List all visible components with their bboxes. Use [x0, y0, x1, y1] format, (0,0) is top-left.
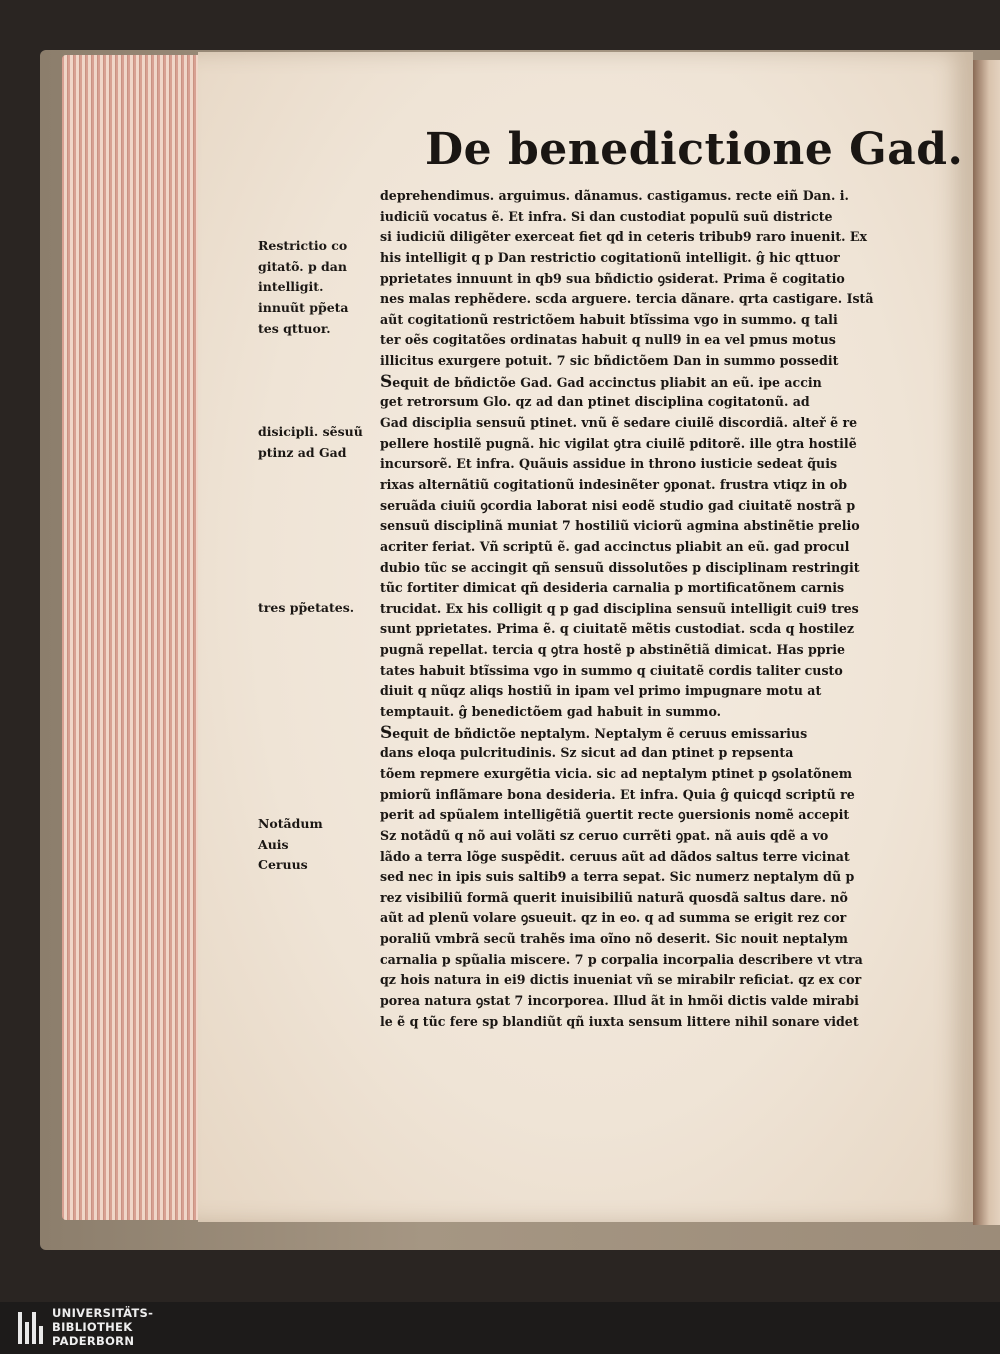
text-line: ter oẽs cogitatões ordinatas habuit q null9 in ea vel pmus motus: [380, 332, 836, 348]
margin-note-line: intelligit.: [258, 279, 324, 295]
text-line: Sequit de bñdictõe neptalym. Neptalym ẽ ceruus emissarius: [380, 722, 808, 743]
text-line: pugnã repellat. tercia q ꝯtra hostẽ p abstinẽtiã dimicat. Has pprie: [380, 642, 846, 658]
text-line: si iudiciũ diligẽter exerceat fiet qd in ceteris tribub9 raro inuenit. Ex: [380, 229, 868, 245]
text-line: dans eloqa pulcritudinis. Sz sicut ad dan ptinet p repsenta: [380, 745, 794, 761]
text-line: pellere hostilẽ pugnã. hic vigilat ꝯtra ciuilẽ pditorẽ. ille ꝯtra hostilẽ: [380, 435, 857, 451]
text-line: aũt cogitationũ restrictõem habuit btĩssima vgo in summo. q tali: [380, 311, 838, 327]
text-line: pprietates innuunt in qb9 sua bñdictio ꝯsiderat. Prima ẽ cogitatio: [380, 270, 845, 286]
text-line: pmiorũ inflãmare bona desideria. Et infra. Quia ĝ quicqd scriptũ re: [380, 786, 855, 802]
text-line: seruãda ciuiũ ꝯcordia laborat nisi eodẽ studio gad ciuitatẽ nostrã p: [380, 497, 856, 513]
text-line: sed nec in ipis suis saltib9 a terra sepat. Sic numerz neptalym dũ p: [380, 869, 855, 885]
text-line: sensuũ disciplinã muniat 7 hostiliũ viciorũ agmina abstinẽtie prelio: [380, 518, 860, 534]
margin-note-line: Auis: [258, 836, 289, 852]
margin-note-notandum: [258, 814, 323, 876]
logo-line: UNIVERSITÄTS-: [52, 1306, 154, 1320]
text-line: perit ad spũalem intelligẽtiã ꝯuertit recte ꝯuersionis nomẽ accepit: [380, 807, 850, 823]
text-line: aũt ad plenũ volare ꝯsueuit. qz in eo. q ad summa se erigit rez cor: [380, 910, 847, 926]
footer-bar: [0, 1302, 1000, 1354]
text-line: Sequit de bñdictõe Gad. Gad accinctus pliabit an eũ. ipe accin: [380, 371, 822, 392]
text-line: tũc fortiter dimicat qñ desideria carnalia p mortificatõnem carnis: [380, 580, 845, 596]
text-line: lãdo a terra lõge suspẽdit. ceruus aũt ad dãdos saltus terre vicinat: [380, 848, 850, 864]
text-line: illicitus exurgere potuit. 7 sic bñdictõem Dan in summo possedit: [380, 353, 839, 369]
margin-note-line: tres pp̃etates.: [258, 600, 355, 615]
margin-note-line: Notãdum: [258, 816, 323, 831]
text-line: acriter feriat. Vñ scriptũ ẽ. gad accinctus pliabit an eũ. gad procul: [380, 538, 850, 554]
text-line: qz hois natura in ei9 dictis inueniat vñ se mirabilr reficiat. qz ex cor: [380, 972, 862, 988]
margin-note-line: gitatõ. p dan: [258, 258, 347, 274]
page-edges: [62, 55, 212, 1220]
text-line: carnalia p spũalia miscere. 7 p corpalia incorpalia describere vt vtra: [380, 951, 863, 967]
text-line: Sz notãdũ q nõ aui volãti sz ceruo currẽti ꝯpat. nã auis qdẽ a vo: [380, 827, 829, 843]
margin-note-disciplina: [258, 422, 363, 463]
text-line: temptauit. ĝ benedictõem gad habuit in summo.: [380, 704, 722, 720]
text-line: deprehendimus. arguimus. dãnamus. castigamus. recte eiñ Dan. i.: [380, 188, 849, 203]
library-logo-text: [52, 1306, 153, 1348]
text-line: diuit q nũqz aliqs hostiũ in ipam vel primo impugnare motu at: [380, 683, 822, 699]
text-line: rez visibiliũ formã querit inuisibiliũ naturã quosdã saltus dare. nõ: [380, 889, 848, 905]
text-line: porea natura ꝯstat 7 incorporea. Illud ãt in hmõi dictis valde mirabi: [380, 992, 859, 1008]
margin-note-line: innuũt pp̃eta: [258, 299, 349, 315]
text-line: le ẽ q tũc fere sp blandiũt qñ iuxta sensum littere nihil sonare videt: [380, 1013, 859, 1029]
text-line: rixas alternãtiũ cogitationũ indesinẽter ꝯponat. frustra vtiqz in ob: [380, 476, 848, 492]
margin-note-proprietates: [258, 598, 354, 619]
page-heading: De benedictione Gad.: [425, 124, 964, 175]
margin-note-line: tes qttuor.: [258, 320, 331, 336]
margin-note-line: ptinz ad Gad: [258, 444, 347, 460]
margin-note-line: Restrictio co: [258, 238, 348, 253]
logo-line: BIBLIOTHEK: [52, 1320, 133, 1334]
text-line: dubio tũc se accingit qñ sensuũ dissolutões p disciplinam restringit: [380, 559, 860, 575]
text-line: poraliũ vmbrã secũ trahẽs ima oĩno nõ deserit. Sic nouit neptalym: [380, 931, 848, 947]
text-line: tates habuit btĩssima vgo in summo q ciuitatẽ cordis taliter custo: [380, 662, 843, 678]
text-line: his intelligit q p Dan restrictio cogitationũ intelligit. ĝ hic qttuor: [380, 249, 840, 265]
library-logo-icon: [18, 1312, 48, 1344]
text-line: sunt pprietates. Prima ẽ. q ciuitatẽ mẽtis custodiat. scda q hostilez: [380, 621, 855, 637]
text-line: tõem repmere exurgẽtia vicia. sic ad neptalym ptinet p ꝯsolatõnem: [380, 765, 853, 781]
facing-page-edge: [973, 60, 1000, 1225]
text-line: iudiciũ vocatus ẽ. Et infra. Si dan custodiat populũ suũ districte: [380, 208, 833, 224]
main-text-column: [380, 186, 900, 1032]
text-line: Gad disciplia sensuũ ptinet. vnũ ẽ sedare ciuilẽ discordiã. alteř ẽ re: [380, 415, 858, 431]
text-line: nes malas rephẽdere. scda arguere. tercia dãnare. qrta castigare. Istã: [380, 291, 874, 307]
logo-line: PADERBORN: [52, 1334, 135, 1348]
text-line: incursorẽ. Et infra. Quãuis assidue in throno iusticie sedeat q̃uis: [380, 456, 838, 472]
margin-note-line: disicipli. sẽsuũ: [258, 424, 363, 439]
margin-note-restrictio: [258, 236, 349, 339]
margin-note-line: Ceruus: [258, 857, 308, 873]
text-line: trucidat. Ex his colligit q p gad disciplina sensuũ intelligit cui9 tres: [380, 600, 859, 616]
text-line: get retrorsum Glo. qz ad dan ptinet disciplina cogitatonũ. ad: [380, 394, 810, 410]
